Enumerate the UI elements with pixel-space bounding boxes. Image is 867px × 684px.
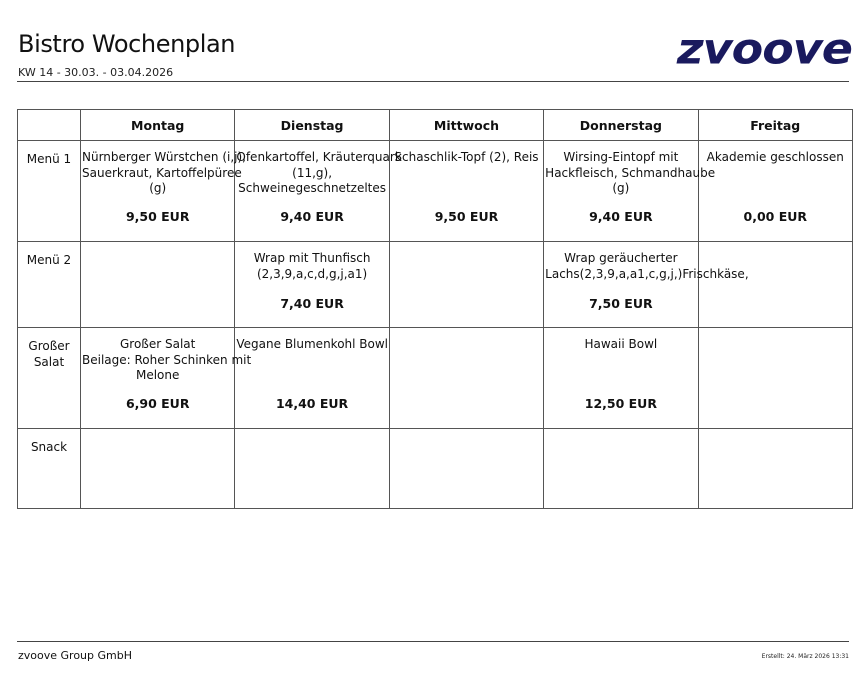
menu-cell-content: [235, 141, 402, 241]
dish-name: [699, 429, 852, 438]
menu-table: [17, 109, 853, 509]
menu-cell-content: [390, 429, 543, 508]
table-row: [18, 429, 853, 509]
menu-cell: [698, 242, 852, 328]
menu-cell: [81, 242, 235, 328]
dish-name: [699, 328, 852, 337]
dish-name: [699, 242, 852, 251]
menu-cell-content: [699, 328, 852, 428]
menu-cell: [235, 242, 389, 328]
dish-name: Akademie geschlossen: [706, 150, 844, 164]
menu-cell-content: [390, 141, 543, 241]
menu-cell-content: [699, 141, 852, 241]
menu-cell-content: [544, 242, 749, 327]
menu-cell-content: [390, 328, 543, 428]
dish-name: Hawaii Bowl: [584, 337, 658, 351]
page-header: [17, 24, 852, 82]
row-label: Snack: [18, 429, 81, 509]
menu-cell: [235, 141, 402, 242]
menu-cell: [81, 328, 252, 429]
zvoove-logo: zvoove: [676, 24, 852, 74]
dish-name: Schaschlik-Topf (2), Reis: [394, 150, 539, 164]
menu-cell: [544, 429, 698, 509]
day-header-dienstag: Dienstag: [235, 110, 389, 141]
dish-name: [390, 242, 543, 251]
dish-price: 9,40 EUR: [280, 209, 344, 224]
week-range: KW 14 - 30.03. - 03.04.2026: [18, 66, 174, 79]
row-label: Menü 2: [18, 242, 81, 328]
dish-price: 14,40 EUR: [275, 396, 349, 411]
dish-name: [390, 328, 543, 337]
menu-cell-content: [699, 429, 852, 508]
menu-cell: [544, 242, 749, 328]
dish-price: 9,50 EUR: [434, 209, 499, 224]
menu-cell: [389, 429, 543, 509]
menu-cell: [235, 328, 389, 429]
dish-name: [81, 429, 234, 438]
dish-name: Ofenkartoffel, Kräuterquark (11,g), Schweinegeschnetzeltes: [236, 150, 402, 195]
menu-cell-content: [699, 242, 852, 327]
footer-created: Erstellt: 24. März 2026 13:31: [761, 653, 849, 660]
dish-name: Vegane Blumenkohl Bowl: [236, 337, 389, 351]
menu-cell-content: [390, 242, 543, 327]
menu-cell: [389, 141, 543, 242]
dish-name: Nürnberger Würstchen (i,j), Sauerkraut, Kartoffelpüree (g): [82, 150, 246, 195]
menu-cell-content: [235, 328, 388, 428]
menu-cell-content: [544, 141, 716, 241]
menu-cell: [389, 328, 543, 429]
dish-price: 9,40 EUR: [589, 209, 653, 224]
corner-cell: [18, 110, 81, 141]
dish-price: 9,50 EUR: [125, 209, 190, 224]
menu-cell: [389, 242, 543, 328]
menu-cell-content: [544, 328, 697, 428]
menu-cell-content: [235, 429, 388, 508]
menu-cell: [235, 429, 389, 509]
dish-name: Großer Salat Beilage: Roher Schinken mit Melone: [82, 337, 252, 382]
dish-price: 7,40 EUR: [280, 296, 344, 311]
table-row: [18, 242, 853, 328]
row-label: Menü 1: [18, 141, 81, 242]
table-header-row: [18, 110, 853, 141]
dish-name: [544, 429, 697, 438]
dish-name: Wirsing-Eintopf mit Hackfleisch, Schmandhaube (g): [545, 150, 716, 195]
menu-cell-content: [544, 429, 697, 508]
menu-cell-content: [81, 429, 234, 508]
dish-name: [81, 242, 234, 251]
dish-price: 7,50 EUR: [589, 296, 653, 311]
menu-cell: [544, 141, 716, 242]
table-row: [18, 328, 853, 429]
menu-cell-content: [81, 242, 234, 327]
day-header-mittwoch: Mittwoch: [389, 110, 543, 141]
row-label: Großer Salat: [18, 328, 81, 429]
menu-cell: [698, 141, 852, 242]
dish-name: [390, 429, 543, 438]
dish-price: 12,50 EUR: [584, 396, 657, 411]
footer-company: zvoove Group GmbH: [18, 649, 132, 662]
dish-price: 6,90 EUR: [125, 396, 190, 411]
dish-name: Wrap mit Thunfisch (2,3,9,a,c,d,g,j,a1): [253, 251, 371, 281]
dish-name: Wrap geräucherter Lachs(2,3,9,a,a1,c,g,j,)Frischkäse,: [545, 251, 749, 281]
menu-cell-content: [81, 141, 246, 241]
page-footer: [17, 641, 849, 671]
menu-cell: [81, 141, 246, 242]
menu-cell: [544, 328, 698, 429]
table-row: [18, 141, 853, 242]
menu-cell-content: [81, 328, 252, 428]
menu-cell: [698, 328, 852, 429]
menu-cell: [698, 429, 852, 509]
menu-cell: [81, 429, 235, 509]
day-header-freitag: Freitag: [698, 110, 852, 141]
dish-price: 0,00 EUR: [743, 209, 808, 224]
day-header-montag: Montag: [81, 110, 235, 141]
page-title: Bistro Wochenplan: [18, 30, 236, 58]
dish-name: [235, 429, 388, 438]
menu-cell-content: [235, 242, 388, 327]
day-header-donnerstag: Donnerstag: [544, 110, 698, 141]
